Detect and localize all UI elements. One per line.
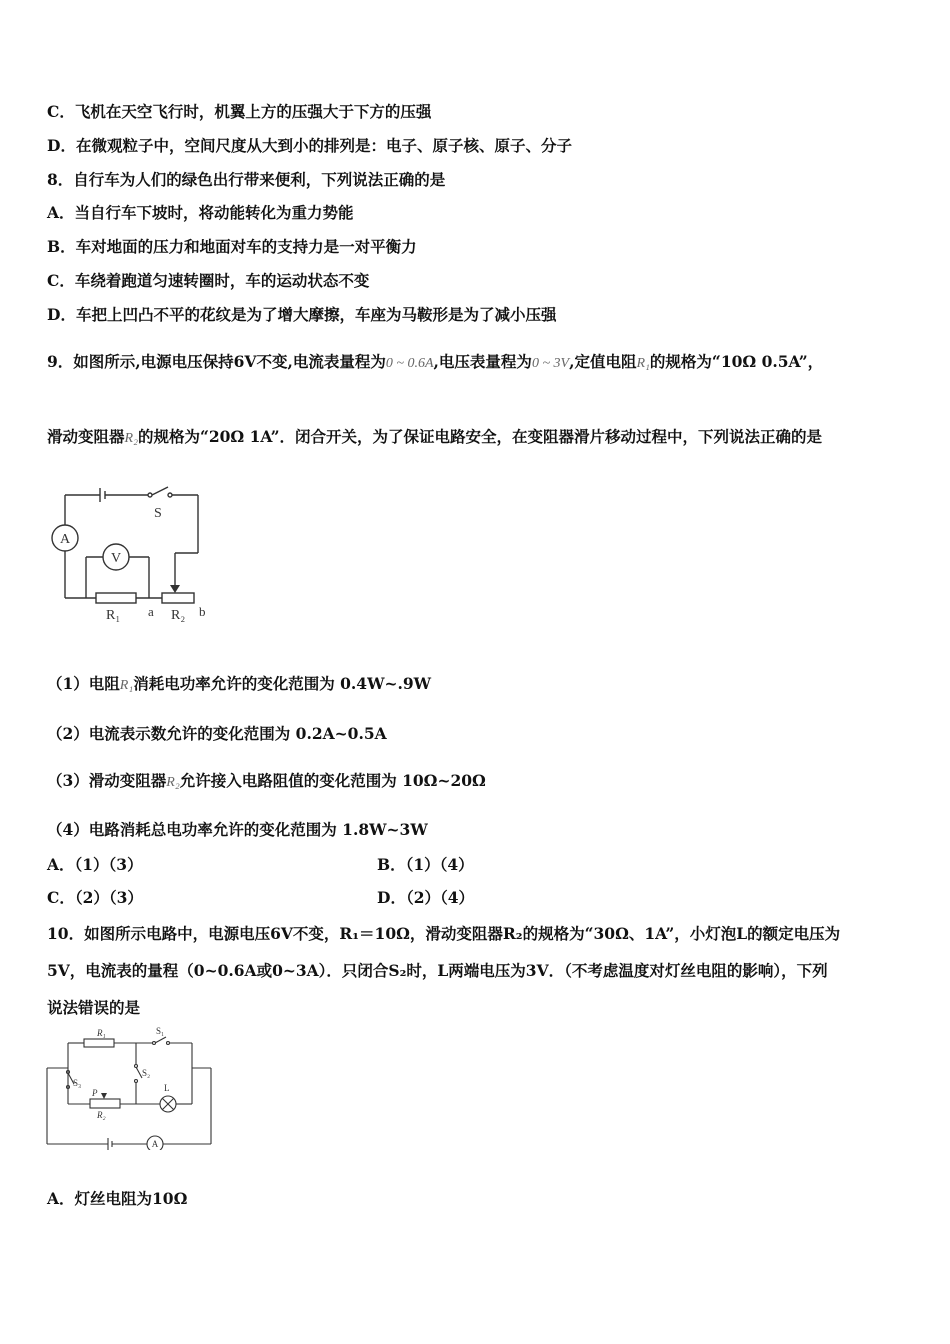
r2-formula: R₂ xyxy=(166,775,180,790)
q9-stem-part: 的规格为“20Ω 1A”．闭合开关，为了保证电路安全，在变阻器滑片移动过程中，下列说法正确的是 xyxy=(137,427,823,446)
q9-stem-line1 xyxy=(47,352,823,374)
q9-statement-3 xyxy=(47,771,486,793)
lamp-label: L xyxy=(164,1083,170,1093)
q9-stem-part: 9．如图所示,电源电压保持6V不变,电流表量程为 xyxy=(47,352,386,371)
current-range-formula: 0 ~ 0.6A xyxy=(385,356,434,371)
r1-label: R₁ xyxy=(97,1028,106,1038)
r2-label: R₂ xyxy=(171,608,186,623)
slider-p-label: P xyxy=(92,1088,98,1098)
point-b-label: b xyxy=(199,604,206,619)
s3-label: S₃ xyxy=(73,1078,82,1088)
ammeter-label: A xyxy=(151,1139,159,1149)
r1-label: R₁ xyxy=(106,608,121,623)
q8-option-d: D．车把上凹凸不平的花纹是为了增大摩擦，车座为马鞍形是为了减小压强 xyxy=(47,305,557,324)
q9-option-d: D．（2）（4） xyxy=(377,888,475,907)
s2-label: S₂ xyxy=(142,1068,151,1078)
s1-label: S₁ xyxy=(156,1026,165,1036)
q8-option-a: A．当自行车下坡时，将动能转化为重力势能 xyxy=(47,203,354,222)
q9-stem-part: 的规格为“10Ω 0.5A”， xyxy=(649,352,824,371)
ammeter-label: A xyxy=(59,532,71,547)
q9-statement-part: 消耗电功率允许的变化范围为 0.4W~.9W xyxy=(133,674,432,693)
q10-stem-line2: 5V，电流表的量程（0~0.6A或0~3A）．只闭合S₂时，L两端电压为3V．（不考虑温度对灯丝电阻的影响），下列 xyxy=(47,961,828,980)
voltage-range-formula: 0 ~ 3V xyxy=(531,356,570,371)
r2-label: R₂ xyxy=(97,1110,106,1120)
q7-option-d: D．在微观粒子中，空间尺度从大到小的排列是：电子、原子核、原子、分子 xyxy=(47,136,572,155)
q9-option-b: B．（1）（4） xyxy=(377,855,474,874)
q8-option-b: B．车对地面的压力和地面对车的支持力是一对平衡力 xyxy=(47,237,417,256)
r1-formula: R₁ xyxy=(119,678,134,693)
q9-statement-part: （1）电阻 xyxy=(47,674,120,693)
q10-stem-line1: 10．如图所示电路中，电源电压6V不变，R₁＝10Ω，滑动变阻器R₂的规格为“30Ω、1A”，小灯泡L的额定电压为 xyxy=(47,924,841,943)
q9-circuit-diagram xyxy=(44,485,224,630)
q9-stem-part: ,电压表量程为 xyxy=(433,352,532,371)
q9-option-c: C．（2）（3） xyxy=(47,888,143,907)
q10-circuit-diagram xyxy=(44,1026,216,1150)
q10-stem-line3: 说法错误的是 xyxy=(47,998,141,1017)
q9-stem-part: 滑动变阻器 xyxy=(47,427,125,446)
q9-statement-part: 允许接入电路阻值的变化范围为 10Ω~20Ω xyxy=(179,771,486,790)
q10-option-a: A．灯丝电阻为10Ω xyxy=(47,1189,188,1208)
q8-stem: 8．自行车为人们的绿色出行带来便利，下列说法正确的是 xyxy=(47,170,446,189)
q9-stem-part: ,定值电阻 xyxy=(569,352,637,371)
q9-option-a: A．（1）（3） xyxy=(47,855,143,874)
voltmeter-label: V xyxy=(110,551,122,566)
switch-label: S xyxy=(154,506,162,521)
q9-stem-line2 xyxy=(47,427,822,449)
r2-formula: R₂ xyxy=(124,431,138,446)
r1-formula: R₁ xyxy=(636,356,650,371)
q8-option-c: C．车绕着跑道匀速转圈时，车的运动状态不变 xyxy=(47,271,370,290)
q7-option-c: C．飞机在天空飞行时，机翼上方的压强大于下方的压强 xyxy=(47,102,432,121)
q9-statement-1 xyxy=(47,674,431,696)
q9-statement-part: （3）滑动变阻器 xyxy=(47,771,167,790)
point-a-label: a xyxy=(148,604,154,619)
q9-statement-4: （4）电路消耗总电功率允许的变化范围为 1.8W~3W xyxy=(47,820,428,839)
q9-statement-2: （2）电流表示数允许的变化范围为 0.2A~0.5A xyxy=(47,724,387,743)
